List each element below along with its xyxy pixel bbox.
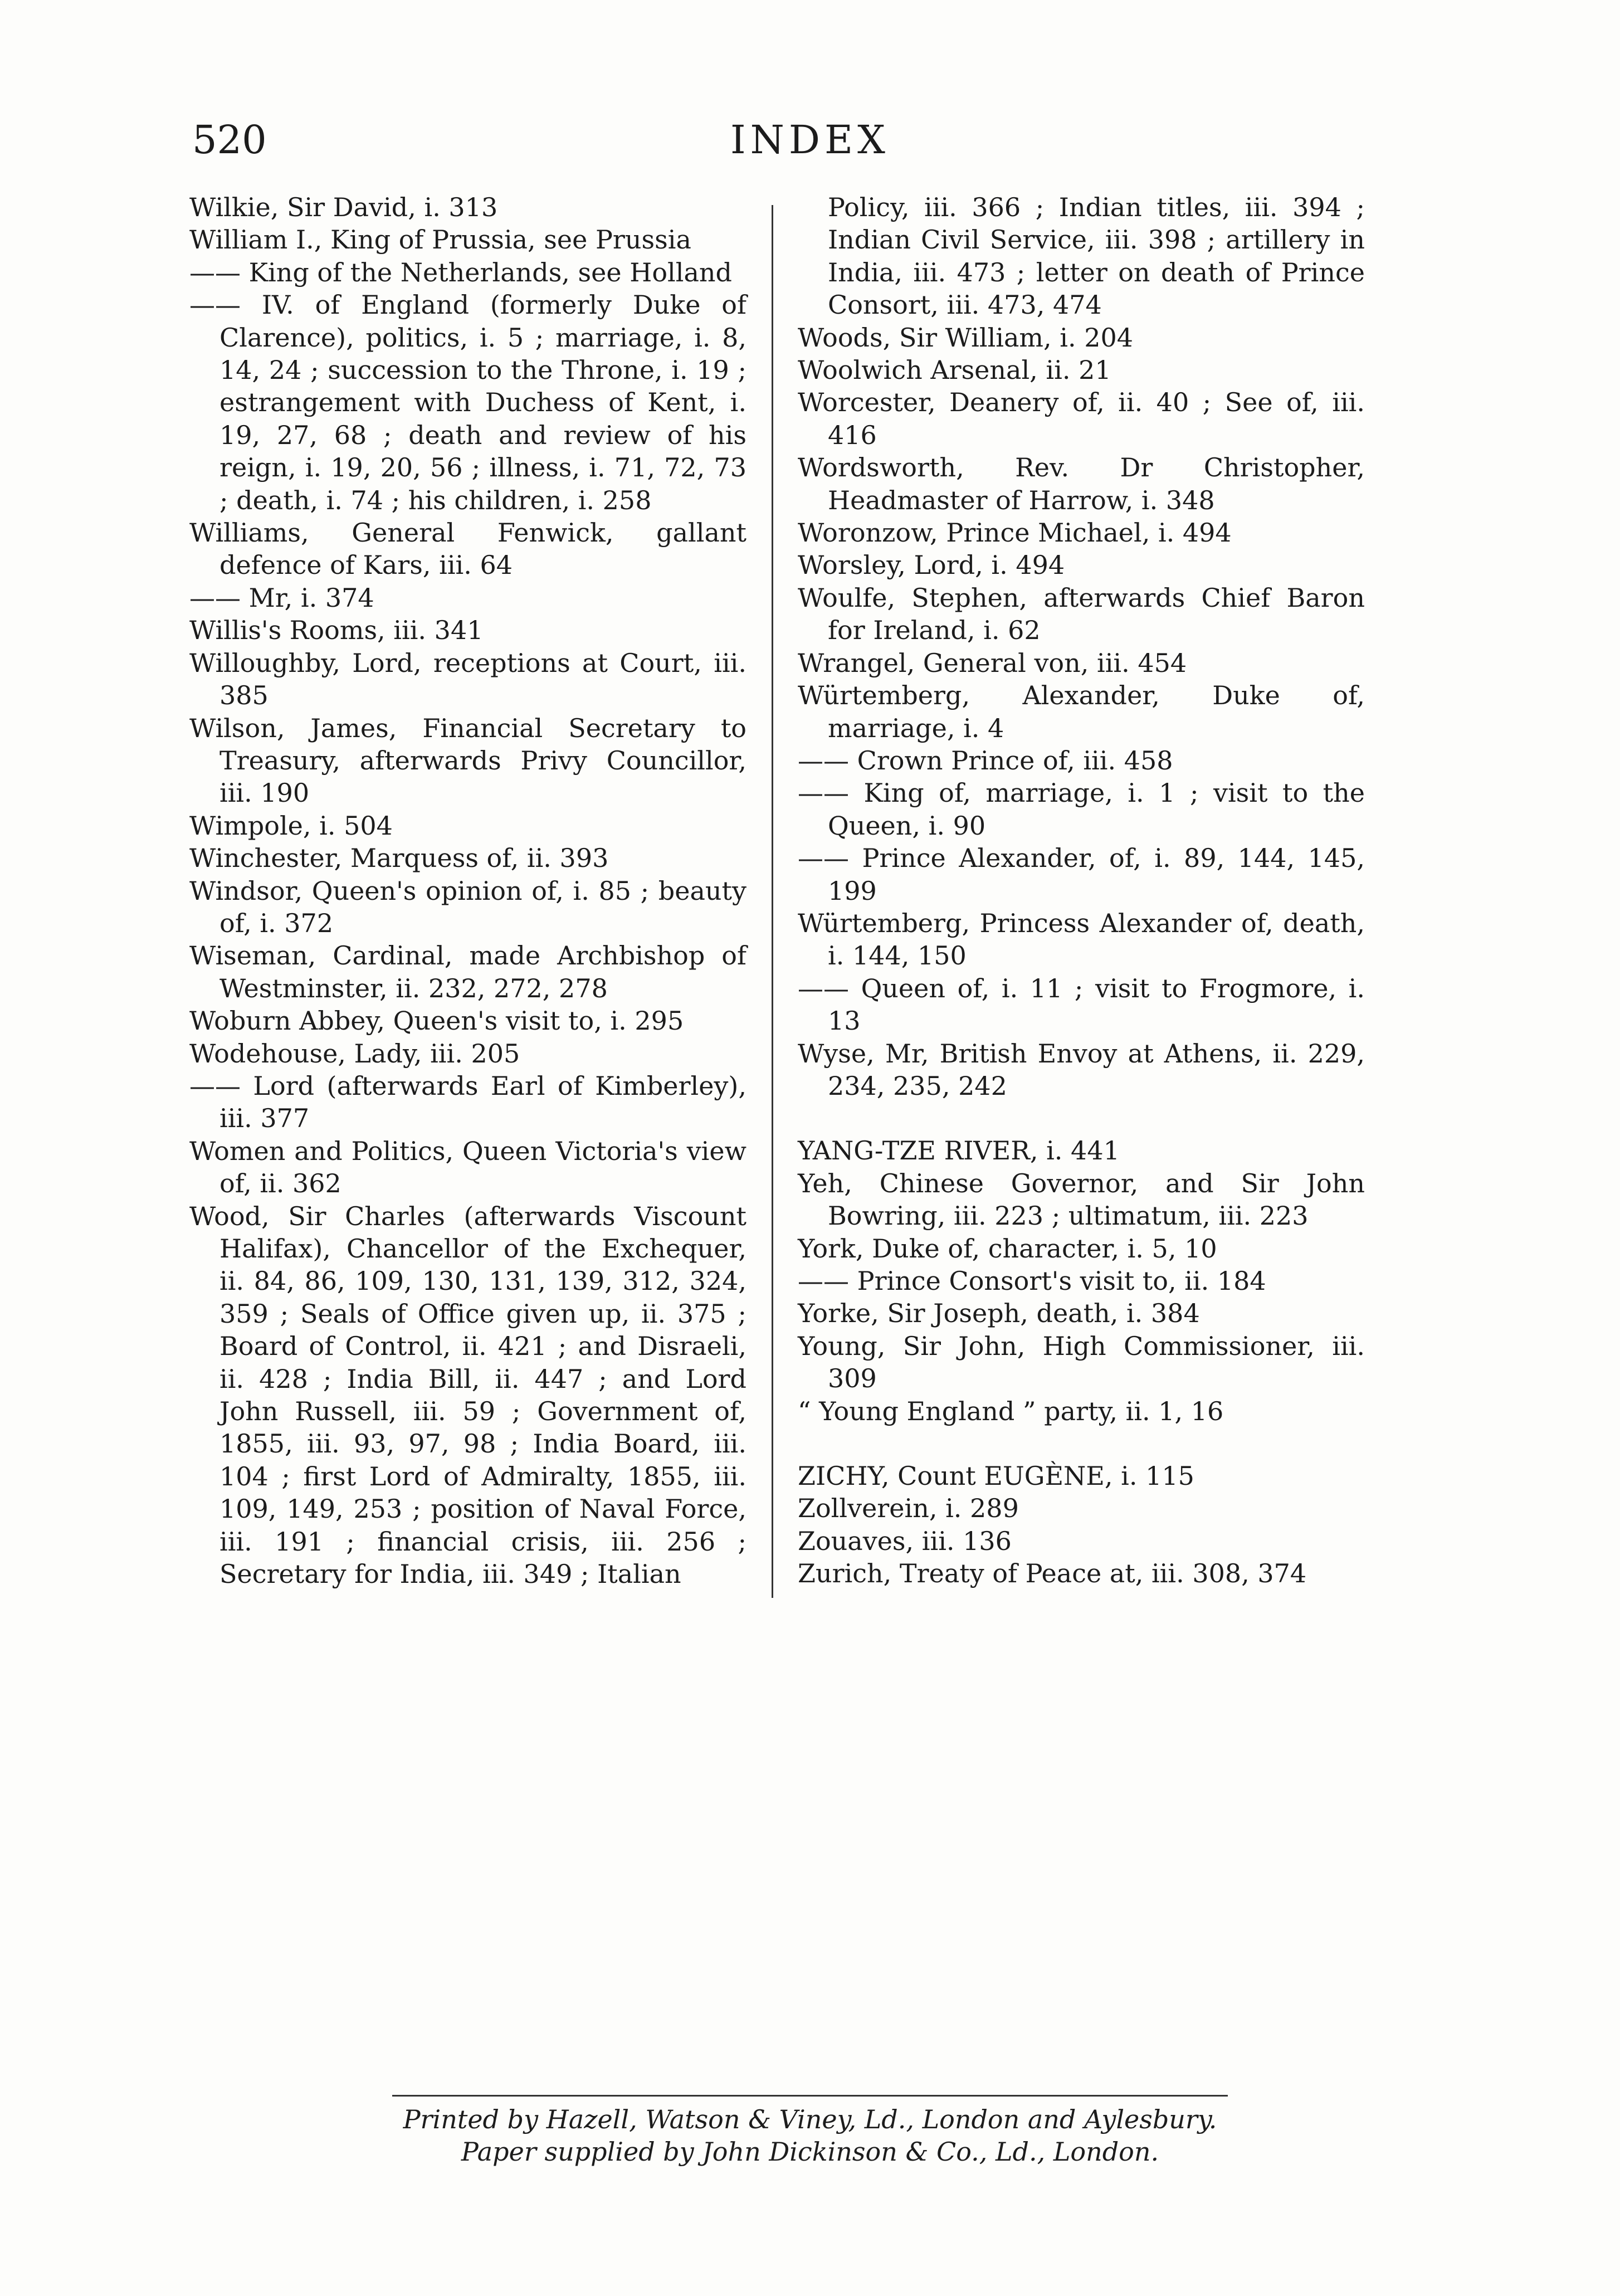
index-entry: —— King of the Netherlands, see Holland (189, 257, 732, 287)
index-entry: —— Prince Consort's visit to, ii. 184 (798, 1266, 1266, 1296)
index-entry: Policy, iii. 366 ; Indian titles, iii. 394 ; Indian Civil Service, iii. 398 ; artillery in India, iii. 473 ; letter on death of Prince Consort, iii. 473, 474 (828, 192, 1365, 320)
index-entry: William I., King of Prussia, see Prussia (189, 225, 691, 255)
index-entry: —— Crown Prince of, iii. 458 (798, 745, 1173, 776)
index-entry: Wyse, Mr, British Envoy at Athens, ii. 229, 234, 235, 242 (798, 1038, 1365, 1101)
index-entry: Würtemberg, Alexander, Duke of, marriage, i. 4 (798, 680, 1365, 743)
index-entry: —— Queen of, i. 11 ; visit to Frogmore, i. 13 (798, 973, 1365, 1036)
index-entry: Zollverein, i. 289 (798, 1493, 1019, 1524)
footer-rule (392, 2095, 1228, 2097)
index-entry: Woulfe, Stephen, afterwards Chief Baron for Ireland, i. 62 (798, 582, 1365, 646)
index-entry: Wrangel, General von, iii. 454 (798, 647, 1187, 678)
imprint-line-printer: Printed by Hazell, Watson & Viney, Ld., London and Aylesbury. (403, 2104, 1217, 2134)
index-column-right (798, 191, 1365, 1590)
index-entry: Wilkie, Sir David, i. 313 (189, 192, 498, 222)
index-entry: —— Prince Alexander, of, i. 89, 144, 145, 199 (798, 843, 1365, 906)
index-entry: Woburn Abbey, Queen's visit to, i. 295 (189, 1006, 684, 1036)
index-entry: Windsor, Queen's opinion of, i. 85 ; beauty of, i. 372 (189, 875, 746, 938)
index-entry: Wood, Sir Charles (afterwards Viscount Halifax), Chancellor of the Exchequer, ii. 84, 86, 109, 130, 131, 139, 312, 324, 359 ; Seals of Office given up, ii. 375 ; Board of Control, ii. 421 ; and Disraeli, ii. 428 ; India Bill, ii. 447 ; and Lord John Russell, iii. 59 ; Government of, 1855, iii. 93, 97, 98 ; India Board, iii. 104 ; first Lord of Admiralty, 1855, iii. 109, 149, 253 ; position of Naval Force, iii. 191 ; financial crisis, iii. 256 ; Secretary for India, iii. 349 ; Italian (189, 1201, 746, 1590)
page-number: 520 (192, 117, 267, 163)
index-entry: Winchester, Marquess of, ii. 393 (189, 843, 609, 874)
index-entry: Williams, General Fenwick, gallant defence of Kars, iii. 64 (189, 518, 746, 581)
index-entry: Wordsworth, Rev. Dr Christopher, Headmaster of Harrow, i. 348 (798, 452, 1365, 515)
index-entry: Willis's Rooms, iii. 341 (189, 615, 484, 646)
index-entry: “ Young England ” party, ii. 1, 16 (798, 1396, 1224, 1426)
index-column-left (189, 191, 746, 1590)
index-entry: Wilson, James, Financial Secretary to Treasury, afterwards Privy Councillor, iii. 190 (189, 713, 746, 808)
index-entry: Würtemberg, Princess Alexander of, death, i. 144, 150 (798, 908, 1365, 971)
index-entry: —— IV. of England (formerly Duke of Clarence), politics, i. 5 ; marriage, i. 8, 14, 24 ; succession to the Throne, i. 19 ; estrangement with Duchess of Kent, i. 19, 27, 68 ; death and review of his reign, i. 19, 20, 56 ; illness, i. 71, 72, 73 ; death, i. 74 ; his children, i. 258 (189, 290, 746, 515)
index-entry: Woolwich Arsenal, ii. 21 (798, 355, 1111, 386)
index-entry: Worsley, Lord, i. 494 (798, 550, 1065, 581)
index-entry: Yorke, Sir Joseph, death, i. 384 (798, 1298, 1200, 1329)
printer-imprint (0, 2095, 1620, 2168)
index-entry: Wiseman, Cardinal, made Archbishop of Westminster, ii. 232, 272, 278 (189, 940, 746, 1003)
index-entry: Worcester, Deanery of, ii. 40 ; See of, iii. 416 (798, 387, 1365, 450)
index-entry: York, Duke of, character, i. 5, 10 (798, 1233, 1217, 1264)
index-entry: Young, Sir John, High Commissioner, iii. 309 (798, 1330, 1365, 1394)
column-divider (772, 205, 773, 1598)
index-entry: YANG-TZE RIVER, i. 441 (798, 1135, 1120, 1166)
index-entry: Wimpole, i. 504 (189, 810, 393, 841)
index-entry: —— Mr, i. 374 (189, 582, 374, 613)
index-entry: Wodehouse, Lady, iii. 205 (189, 1038, 520, 1069)
imprint-line-paper: Paper supplied by John Dickinson & Co., Ld., London. (461, 2137, 1159, 2167)
index-entry: Yeh, Chinese Governor, and Sir John Bowring, iii. 223 ; ultimatum, iii. 223 (798, 1168, 1365, 1231)
index-entry: Zurich, Treaty of Peace at, iii. 308, 374 (798, 1558, 1307, 1589)
index-entry: ZICHY, Count EUGÈNE, i. 115 (798, 1461, 1194, 1491)
index-entry: Women and Politics, Queen Victoria's view of, ii. 362 (189, 1135, 746, 1199)
index-entry: Woods, Sir William, i. 204 (798, 322, 1134, 353)
index-entry: —— Lord (afterwards Earl of Kimberley), iii. 377 (189, 1070, 746, 1134)
index-entry: Woronzow, Prince Michael, i. 494 (798, 518, 1232, 548)
index-entry: Willoughby, Lord, receptions at Court, iii. 385 (189, 647, 746, 711)
page-title: INDEX (730, 117, 890, 163)
index-entry: Zouaves, iii. 136 (798, 1525, 1012, 1556)
index-entry: —— King of, marriage, i. 1 ; visit to the Queen, i. 90 (798, 778, 1365, 841)
